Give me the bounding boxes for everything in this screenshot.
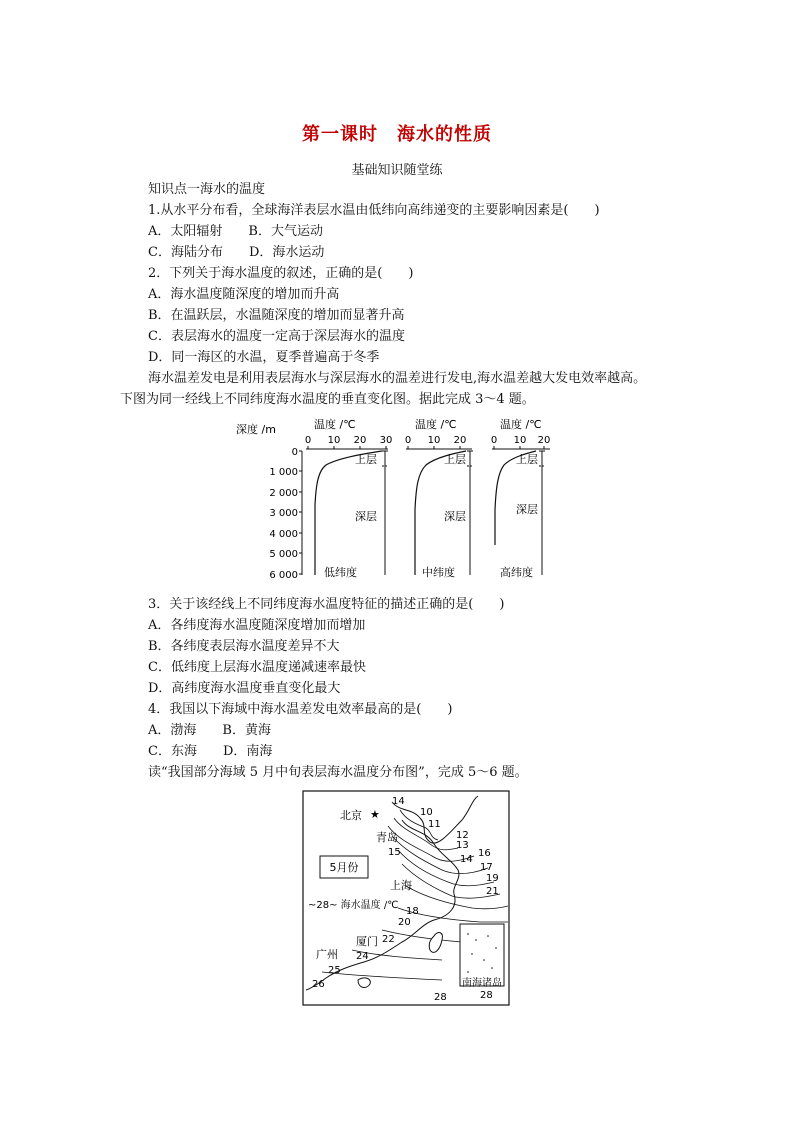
q3-option-b: B．各纬度表层海水温度差异不大 <box>148 639 340 654</box>
page-subtitle: 基础知识随堂练 <box>351 163 443 178</box>
iso-label-28a: 28 <box>480 990 493 1001</box>
p1-tick-30: 30 <box>379 435 393 446</box>
depth-tick-2000: 2 000 <box>269 488 298 499</box>
depth-tick-5000: 5 000 <box>269 549 298 560</box>
q2-option-c: C．表层海水的温度一定高于深层海水的温度 <box>148 329 405 344</box>
q4-options-ab: A．渤海 B．黄海 <box>148 723 271 738</box>
p3-upper-label: 上层 <box>516 453 538 466</box>
p1-tick-0: 0 <box>304 435 312 446</box>
p2-tick-10: 10 <box>427 435 441 446</box>
q3-stem: 3．关于该经线上不同纬度海水温度特征的描述正确的是( ) <box>148 597 505 612</box>
sea-temperature-map <box>302 790 510 1008</box>
p3-tick-0: 0 <box>490 435 498 446</box>
iso-label-14b: 14 <box>460 854 473 865</box>
q2-option-b: B．在温跃层，水温随深度的增加而显著升高 <box>148 308 405 323</box>
p1-upper-label: 上层 <box>355 453 377 466</box>
iso-label-17: 17 <box>480 862 493 873</box>
q1-stem: 1.从水平分布看，全球海洋表层水温由低纬向高纬递变的主要影响因素是( ) <box>148 203 600 218</box>
q2-option-a: A．海水温度随深度的增加而升高 <box>148 287 340 302</box>
panel3-temp-label: 温度 /℃ <box>500 418 542 431</box>
q3-option-c: C．低纬度上层海水温度递减速率最快 <box>148 660 366 675</box>
iso-label-19: 19 <box>486 873 499 884</box>
map-city-shanghai: 上海 <box>390 879 412 892</box>
map-legend: ~28~ 海水温度 /℃ <box>308 900 399 911</box>
p1-tick-10: 10 <box>327 435 341 446</box>
p3-tick-20: 20 <box>537 435 551 446</box>
iso-label-26: 26 <box>312 979 325 990</box>
p2-tick-20: 20 <box>453 435 467 446</box>
page-title: 第一课时 海水的性质 <box>302 124 492 145</box>
depth-tick-0: 0 <box>291 447 298 458</box>
q2-option-d: D．同一海区的水温，夏季普遍高于冬季 <box>148 350 380 365</box>
map-city-guangzhou: 广州 <box>316 948 338 961</box>
map-city-qingdao: 青岛 <box>376 831 398 844</box>
p3-name: 高纬度 <box>500 566 533 579</box>
iso-label-24: 24 <box>356 951 369 962</box>
depth-tick-4000: 4 000 <box>269 529 298 540</box>
iso-label-10: 10 <box>420 807 433 818</box>
p2-name: 中纬度 <box>422 566 455 579</box>
depth-axis-label: 深度 /m <box>236 423 276 436</box>
panel-mid-latitude <box>405 435 473 579</box>
ocean-temperature-profile-figure <box>230 415 560 585</box>
iso-label-14a: 14 <box>392 796 405 807</box>
q1-options-cd: C．海陆分布 D．海水运动 <box>148 245 325 260</box>
map-city-xiamen: 厦门 <box>356 935 378 948</box>
map-city-beijing: 北京 <box>340 809 362 822</box>
q56-intro: 读“我国部分海域 5 月中旬表层海水温度分布图”，完成 5～6 题。 <box>148 765 528 780</box>
iso-label-28b: 28 <box>434 992 447 1003</box>
iso-label-22: 22 <box>382 934 395 945</box>
iso-label-25: 25 <box>328 965 341 976</box>
iso-label-13: 13 <box>456 840 469 851</box>
p2-deep-label: 深层 <box>444 510 466 523</box>
panel-high-latitude <box>491 435 551 579</box>
iso-label-18: 18 <box>406 906 419 917</box>
q34-intro-line2: 下图为同一经线上不同纬度海水温度的垂直变化图。据此完成 3～4 题。 <box>120 392 535 407</box>
map-south-sea-islands: 南海诸岛 <box>462 978 502 989</box>
depth-tick-1000: 1 000 <box>269 467 298 478</box>
iso-label-16: 16 <box>478 848 491 859</box>
p1-tick-20: 20 <box>353 435 367 446</box>
panel-low-latitude <box>305 435 393 579</box>
q3-option-d: D．高纬度海水温度垂直变化最大 <box>148 681 341 696</box>
q1-options-ab: A．太阳辐射 B．大气运动 <box>148 224 323 239</box>
iso-label-11: 11 <box>428 819 441 830</box>
p2-tick-0: 0 <box>404 435 412 446</box>
depth-tick-6000: 6 000 <box>269 570 298 581</box>
iso-label-20: 20 <box>398 917 411 928</box>
depth-tick-3000: 3 000 <box>269 508 298 519</box>
p3-deep-label: 深层 <box>516 503 538 516</box>
q2-stem: 2．下列关于海水温度的叙述，正确的是( ) <box>148 266 414 281</box>
section-heading: 知识点一海水的温度 <box>148 182 266 197</box>
iso-label-21: 21 <box>486 886 499 897</box>
p2-upper-label: 上层 <box>444 453 466 466</box>
p1-name: 低纬度 <box>324 566 357 579</box>
p3-tick-10: 10 <box>513 435 527 446</box>
panel1-temp-label: 温度 /℃ <box>314 418 356 431</box>
iso-label-12: 12 <box>456 830 469 841</box>
q4-stem: 4．我国以下海域中海水温差发电效率最高的是( ) <box>148 702 453 717</box>
iso-label-15: 15 <box>388 847 401 858</box>
q3-option-a: A．各纬度海水温度随深度增加而增加 <box>148 618 366 633</box>
q34-intro-line1: 海水温差发电是利用表层海水与深层海水的温差进行发电,海水温差越大发电效率越高。 <box>148 371 647 386</box>
map-month-box: 5月份 <box>329 861 359 874</box>
panel2-temp-label: 温度 /℃ <box>415 418 457 431</box>
p1-deep-label: 深层 <box>355 510 377 523</box>
q4-options-cd: C．东海 D．南海 <box>148 744 273 759</box>
map-city-beijing-star-icon: ★ <box>370 808 380 821</box>
